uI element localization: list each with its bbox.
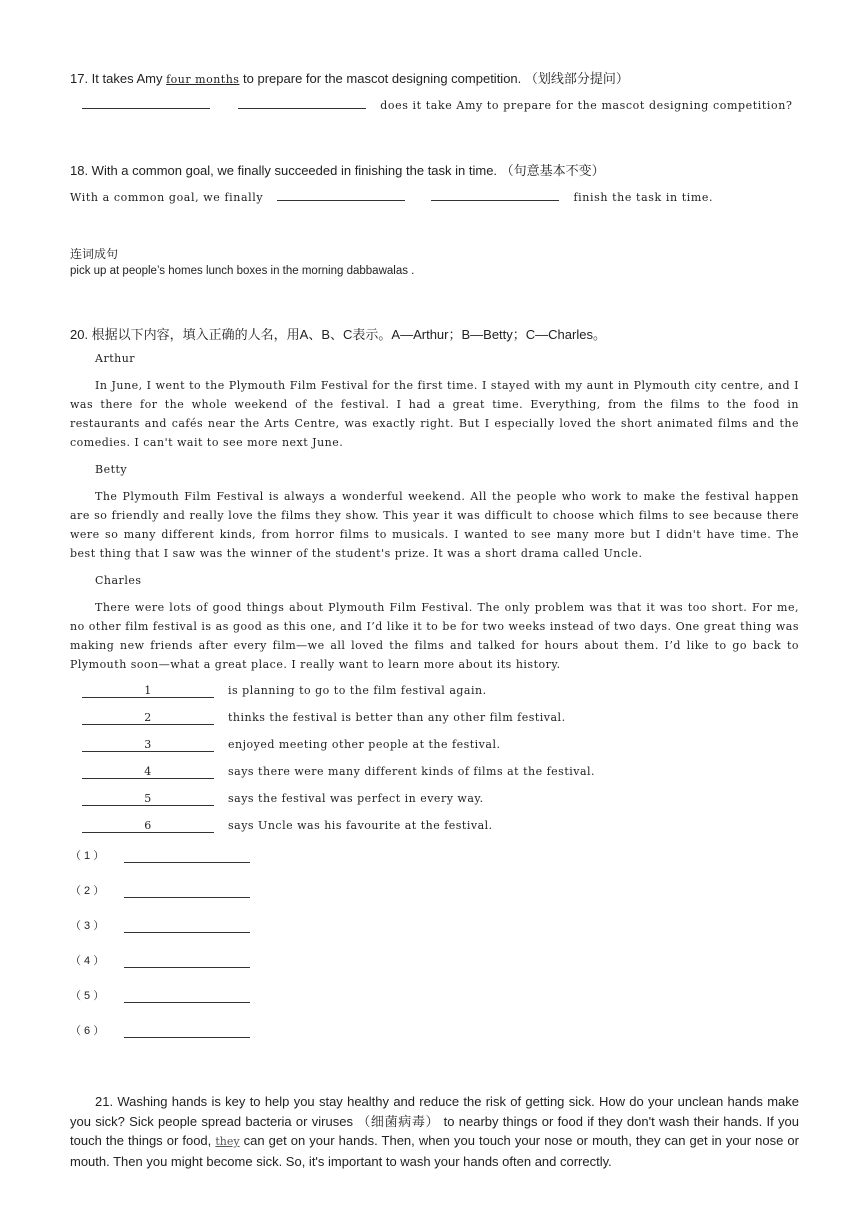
- statement-blank[interactable]: 4: [82, 765, 214, 779]
- answer-row: [70, 917, 370, 952]
- q17-prefix: 17. It takes Amy: [70, 71, 167, 86]
- betty-text: The Plymouth Film Festival is always a wonderful weekend. All the people who work to make the festival happen are so friendly and really love the films they show. This year it was difficult to choose which films to see because there were so many different kinds, from horror films to musicals. I wanted to see many more but I didn't have time. The best thing that I saw was the winner of the student's prize. It was a short drama called Uncle.: [70, 490, 799, 560]
- arthur-text: In June, I went to the Plymouth Film Festival for the first time. I stayed with my aunt in Plymouth city centre, and I was there for the whole weekend of the festival. I had a great time. Everything, from the films to the food in restaurants and cafés near the Arts Centre, was exactly right. But I especially loved the short animated films and the comedies. I can't wait to see more next June.: [70, 379, 799, 449]
- answer-row: [70, 882, 370, 917]
- statement-row: [82, 792, 842, 819]
- question-18-title: 18. With a common goal, we finally succeeded in finishing the task in time. （句意基本不变）: [70, 163, 605, 178]
- q21-part2: can get on your hands. Then, when you touch your nose or mouth, they can get in your nose or mouth. Then you might become sick. So, it's important to wash your hands often and correctly.: [70, 1133, 799, 1169]
- statement-row: [82, 819, 842, 846]
- q20-answers: [70, 847, 370, 1057]
- charles-text: There were lots of good things about Plymouth Film Festival. The only problem was that it was too short. For me, no other film festival is as good as this one, and I’d like it to be for two weeks instead of two days. One great thing was making new friends after every film—we all loved the films and talked for hours about them. I’d like to go back to Plymouth soon—what a great place. I really want to learn more about its history.: [70, 601, 799, 671]
- answer-number: （ 5 ）: [70, 990, 105, 1002]
- q19-heading: 连词成句: [70, 247, 119, 261]
- statement-text: says Uncle was his favourite at the festival.: [228, 819, 493, 832]
- answer-number: （ 2 ）: [70, 885, 105, 897]
- answer-number: （ 4 ）: [70, 955, 105, 967]
- q17-blank-2[interactable]: [238, 96, 366, 109]
- statement-row: [82, 684, 842, 711]
- answer-number: （ 6 ）: [70, 1025, 105, 1037]
- answer-blank[interactable]: [124, 922, 250, 933]
- q18-blank-2[interactable]: [431, 188, 559, 201]
- q17-rewrite-text: does it take Amy to prepare for the mascot designing competition?: [380, 99, 793, 112]
- answer-number: （ 3 ）: [70, 920, 105, 932]
- q17-underlined-phrase: four months: [166, 73, 240, 86]
- charles-name: Charles: [95, 574, 142, 587]
- statement-text: says the festival was perfect in every way.: [228, 792, 484, 805]
- statement-row: [82, 738, 842, 765]
- answer-row: [70, 987, 370, 1022]
- statement-blank[interactable]: 6: [82, 819, 214, 833]
- q18-end-text: finish the task in time.: [573, 191, 714, 204]
- statement-text: thinks the festival is better than any other film festival.: [228, 711, 566, 724]
- statement-text: is planning to go to the film festival again.: [228, 684, 487, 697]
- question-21-paragraph: [70, 1092, 799, 1171]
- q20-statements: [82, 684, 842, 846]
- arthur-name: Arthur: [95, 352, 136, 365]
- statement-blank[interactable]: 1: [82, 684, 214, 698]
- answer-row: [70, 952, 370, 987]
- answer-blank[interactable]: [124, 957, 250, 968]
- statement-text: says there were many different kinds of films at the festival.: [228, 765, 596, 778]
- q21-underlined-word: they: [215, 1135, 240, 1148]
- statement-row: [82, 711, 842, 738]
- q17-blank-1[interactable]: [82, 96, 210, 109]
- q21-part1: 21. Washing hands is key to help you stay healthy and reduce the risk of getting sick. How do your unclean hands make you sick? Sick people spread bacteria or viruses （细菌病毒） to nearby things or food if they don't wash their hands. If you touch the things or food,: [70, 1094, 799, 1148]
- q18-start-text: With a common goal, we finally: [70, 191, 264, 204]
- question-17: [70, 68, 830, 87]
- answer-blank[interactable]: [124, 992, 250, 1003]
- question-20-title: 20. 根据以下内容，填入正确的人名，用A、B、C表示。A—Arthur；B—Betty；C—Charles。: [70, 327, 606, 342]
- q18-rewrite-line: [70, 188, 850, 204]
- q19-words: pick up at people’s homes lunch boxes in the morning dabbawalas .: [70, 265, 415, 277]
- answer-row: [70, 1022, 370, 1057]
- statement-blank[interactable]: 3: [82, 738, 214, 752]
- statement-row: [82, 765, 842, 792]
- answer-number: （ 1 ）: [70, 850, 105, 862]
- q20-passage: [70, 349, 799, 674]
- statement-blank[interactable]: 2: [82, 711, 214, 725]
- answer-row: [70, 847, 370, 882]
- statement-text: enjoyed meeting other people at the festival.: [228, 738, 501, 751]
- betty-name: Betty: [95, 463, 128, 476]
- q17-rewrite-line: [82, 96, 862, 112]
- statement-blank[interactable]: 5: [82, 792, 214, 806]
- answer-blank[interactable]: [124, 852, 250, 863]
- q17-suffix: to prepare for the mascot designing competition. （划线部分提问）: [239, 71, 629, 86]
- answer-blank[interactable]: [124, 1027, 250, 1038]
- answer-blank[interactable]: [124, 887, 250, 898]
- q18-blank-1[interactable]: [277, 188, 405, 201]
